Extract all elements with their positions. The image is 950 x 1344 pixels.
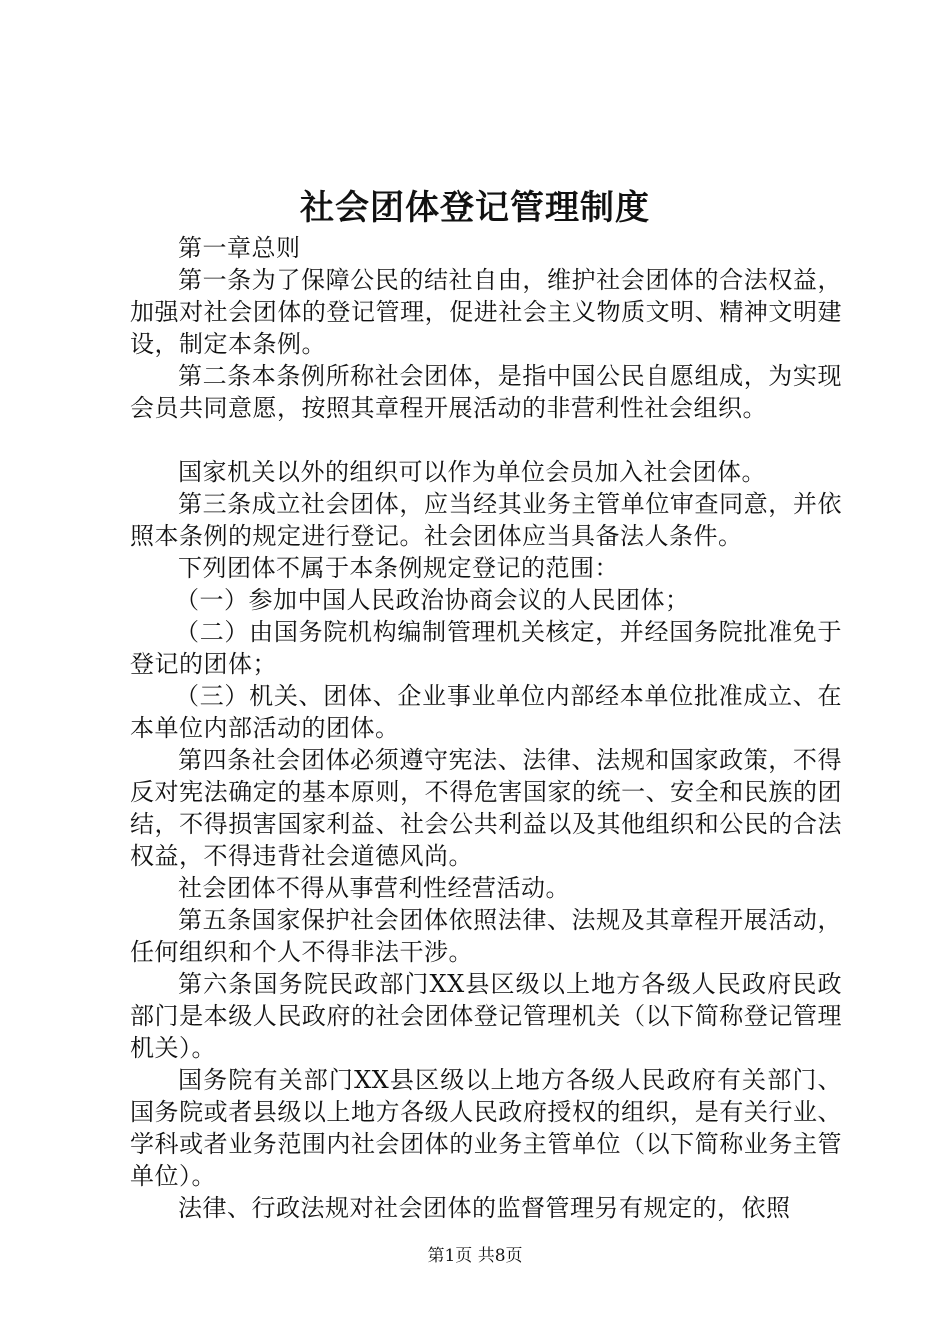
member-unit-paragraph: 国家机关以外的组织可以作为单位会员加入社会团体。 [178, 458, 766, 486]
article-3-paragraph: 第三条成立社会团体，应当经其业务主管单位审查同意，并依照本条例的规定进行登记。社会团体应当具备法人条件。 [130, 490, 842, 550]
exclusion-item-1: （一）参加中国人民政治协商会议的人民团体； [175, 586, 690, 614]
article-5-paragraph: 第五条国家保护社会团体依照法律、法规及其章程开展活动，任何组织和个人不得非法干涉。 [130, 906, 842, 966]
non-profit-paragraph: 社会团体不得从事营利性经营活动。 [178, 874, 570, 902]
article-6-paragraph: 第六条国务院民政部门XX县区级以上地方各级人民政府民政部门是本级人民政府的社会团体登记管理机关（以下简称登记管理机关）。 [130, 970, 842, 1062]
exclusion-intro-paragraph: 下列团体不属于本条例规定登记的范围： [178, 554, 619, 582]
supervising-unit-paragraph: 国务院有关部门XX县区级以上地方各级人民政府有关部门、国务院或者县级以上地方各级人民政府授权的组织，是有关行业、学科或者业务范围内社会团体的业务主管单位（以下简称业务主管单位）。 [130, 1066, 842, 1190]
article-1-paragraph: 第一条为了保障公民的结社自由，维护社会团体的合法权益，加强对社会团体的登记管理，促进社会主义物质文明、精神文明建设，制定本条例。 [130, 266, 842, 358]
article-2-paragraph: 第二条本条例所称社会团体，是指中国公民自愿组成，为实现会员共同意愿，按照其章程开展活动的非营利性社会组织。 [130, 362, 842, 422]
chapter-heading: 第一章总则 [178, 234, 301, 262]
law-exception-paragraph: 法律、行政法规对社会团体的监督管理另有规定的，依照 [178, 1194, 791, 1222]
document-body [130, 232, 842, 1224]
document-title: 社会团体登记管理制度 [300, 188, 650, 228]
exclusion-item-3: （三）机关、团体、企业事业单位内部经本单位批准成立、在本单位内部活动的团体。 [130, 682, 842, 742]
page-footer: 第1页 共8页 [427, 1246, 523, 1266]
exclusion-item-2: （二）由国务院机构编制管理机关核定，并经国务院批准免于登记的团体； [130, 618, 842, 678]
article-4-paragraph: 第四条社会团体必须遵守宪法、法律、法规和国家政策，不得反对宪法确定的基本原则，不得危害国家的统一、安全和民族的团结，不得损害国家利益、社会公共利益以及其他组织和公民的合法权益，不得违背社会道德风尚。 [130, 746, 842, 870]
